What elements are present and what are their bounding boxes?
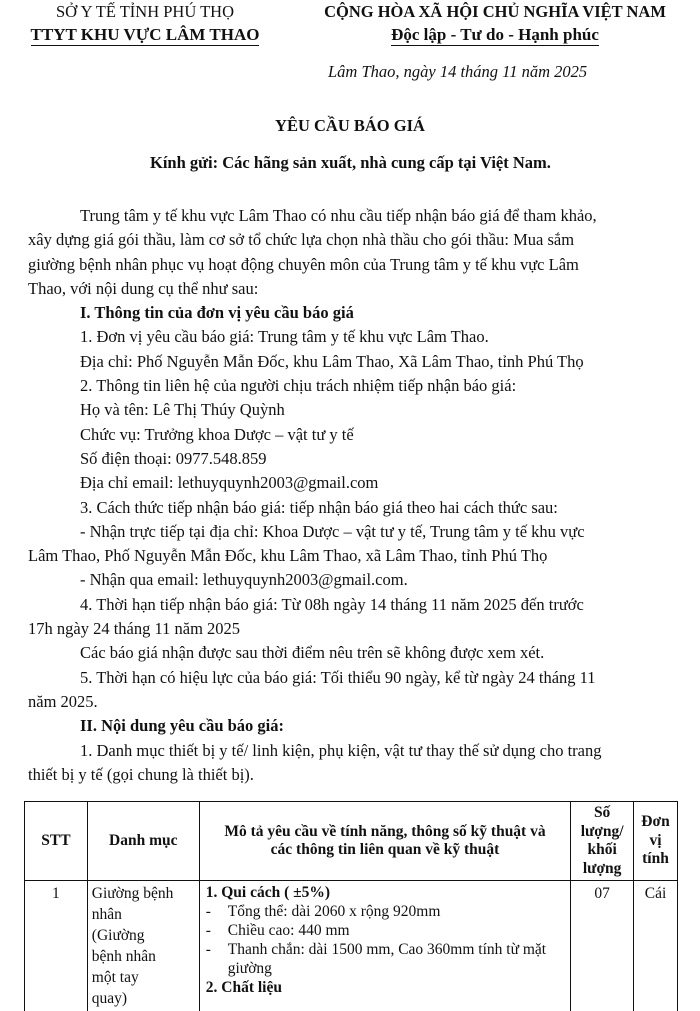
deadline-cont: 17h ngày 24 tháng 11 năm 2025: [28, 619, 241, 639]
row-name-line: (Giường: [91, 927, 145, 944]
document-title: YÊU CẦU BÁO GIÁ: [275, 116, 425, 135]
national-motto: Độc lập - Tư do - Hạnh phúc: [391, 25, 599, 44]
header-name: Danh mục: [87, 802, 199, 881]
material-heading: 2. Chất liệu: [205, 979, 282, 996]
validity: 5. Thời hạn có hiệu lực của báo giá: Tối thiểu 90 ngày, kể từ ngày 24 tháng 11: [80, 667, 596, 687]
header-unit-line: vị: [649, 831, 662, 849]
row-name-line: Giường bệnh: [91, 885, 174, 902]
receipt-direct: - Nhận trực tiếp tại địa chỉ: Khoa Dược – vật tư y tế, Trung tâm y tế khu vực: [80, 521, 585, 541]
unit-address: Địa chỉ: Phố Nguyễn Mẫn Đốc, khu Lâm Thao, Xã Lâm Thao, tỉnh Phú Thọ: [80, 351, 584, 371]
row-stt: 1: [25, 881, 88, 1011]
row-name-line: bệnh nhân: [91, 948, 156, 965]
contact-name: Họ và tên: Lê Thị Thúy Quỳnh: [80, 400, 285, 420]
recipient-line: Kính gửi: Các hãng sản xuất, nhà cung cấp tại Việt Nam.: [150, 153, 551, 172]
national-title: CỘNG HÒA XÃ HỘI CHỦ NGHĨA VIỆT NAM: [324, 2, 666, 21]
deadline: 4. Thời hạn tiếp nhận báo giá: Từ 08h ngày 14 tháng 11 năm 2025 đến trước: [80, 594, 584, 614]
header-quantity-line: khối: [587, 841, 617, 858]
spec-heading: 1. Qui cách ( ±5%): [205, 884, 331, 901]
document-date: Lâm Thao, ngày 14 tháng 11 năm 2025: [328, 62, 588, 81]
row-description: [199, 881, 570, 1011]
spec-text: Chiều cao: 440 mm: [227, 922, 350, 939]
agency-parent: SỞ Y TẾ TỈNH PHÚ THỌ: [56, 2, 234, 21]
spec-text: Thanh chắn: dài 1500 mm, Cao 360mm tính từ mặt giường: [227, 941, 547, 977]
receipt-email: - Nhận qua email: lethuyquynh2003@gmail.com.: [80, 570, 408, 590]
agency-header: [0, 0, 290, 46]
header-quantity-line: Số: [593, 804, 611, 821]
equipment-list-intro: 1. Danh mục thiết bị y tế/ linh kiện, phụ kiện, vật tư thay thế sử dụng cho trang: [80, 740, 602, 760]
intro-line: giường bệnh nhân phục vụ hoạt động chuyên môn của Trung tâm y tế khu vực Lâm: [28, 254, 579, 274]
intro-line: Trung tâm y tế khu vực Lâm Thao có nhu cầu tiếp nhận báo giá để tham khảo,: [80, 206, 597, 225]
document-body: [28, 204, 635, 787]
header-stt: STT: [25, 802, 88, 881]
header-quantity-line: lượng: [582, 859, 622, 877]
row-unit: Cái: [634, 881, 678, 1011]
deadline-note: Các báo giá nhận được sau thời điểm nêu trên sẽ không được xem xét.: [80, 643, 545, 663]
table-header-row: [25, 802, 678, 881]
contact-email: Địa chỉ email: lethuyquynh2003@gmail.com: [80, 473, 379, 493]
row-name-line: một tay: [91, 969, 139, 986]
spec-item: [206, 921, 564, 940]
table-row: [25, 881, 678, 1011]
row-quantity: 07: [571, 881, 634, 1011]
validity-cont: năm 2025.: [28, 691, 98, 711]
receipt-method: 3. Cách thức tiếp nhận báo giá: tiếp nhận báo giá theo hai cách thức sau:: [80, 497, 558, 517]
header-description-line: Mô tả yêu cầu về tính năng, thông số kỹ thuật và: [224, 822, 546, 840]
intro-line: xây dựng giá gói thầu, làm cơ sở tổ chức lựa chọn nhà thầu cho gói thầu: Mua sắm: [28, 230, 575, 250]
header-unit-line: tính: [642, 850, 669, 868]
spec-text: Tổng thể: dài 2060 x rộng 920mm: [227, 903, 441, 920]
receipt-direct-cont: Lâm Thao, Phố Nguyễn Mẫn Đốc, khu Lâm Thao, xã Lâm Thao, tỉnh Phú Thọ: [28, 546, 548, 566]
equipment-list-intro-cont: thiết bị y tế (gọi chung là thiết bị).: [28, 764, 254, 784]
spec-item: [206, 940, 564, 978]
header-unit: [634, 802, 678, 881]
national-header: [290, 0, 700, 46]
section-heading-1: I. Thông tin của đơn vị yêu cầu báo giá: [80, 303, 354, 323]
dash-bullet: -: [205, 903, 211, 920]
intro-line: Thao, với nội dung cụ thể như sau:: [28, 278, 259, 298]
row-name-line: quay): [91, 990, 128, 1007]
contact-phone: Số điện thoại: 0977.548.859: [80, 448, 267, 468]
spec-item: [206, 902, 564, 921]
row-name: [87, 881, 199, 1011]
header-quantity: [571, 802, 634, 881]
contact-position: Chức vụ: Trưởng khoa Dược – vật tư y tế: [80, 424, 354, 444]
contact-heading: 2. Thông tin liên hệ của người chịu trách nhiệm tiếp nhận báo giá:: [80, 376, 517, 396]
header-description: [199, 802, 570, 881]
dash-bullet: -: [205, 941, 211, 958]
requesting-unit: 1. Đơn vị yêu cầu báo giá: Trung tâm y tế khu vực Lâm Thao.: [80, 327, 489, 347]
header-unit-line: Đơn: [641, 813, 670, 831]
agency-name: TTYT KHU VỰC LÂM THAO: [30, 25, 260, 44]
header-quantity-line: lượng/: [580, 822, 624, 840]
equipment-table: [24, 801, 678, 1011]
header-description-line: các thông tin liên quan về kỹ thuật: [270, 841, 500, 858]
dash-bullet: -: [205, 922, 211, 939]
section-heading-2: II. Nội dung yêu cầu báo giá:: [80, 716, 285, 736]
row-name-line: nhân: [91, 906, 122, 923]
